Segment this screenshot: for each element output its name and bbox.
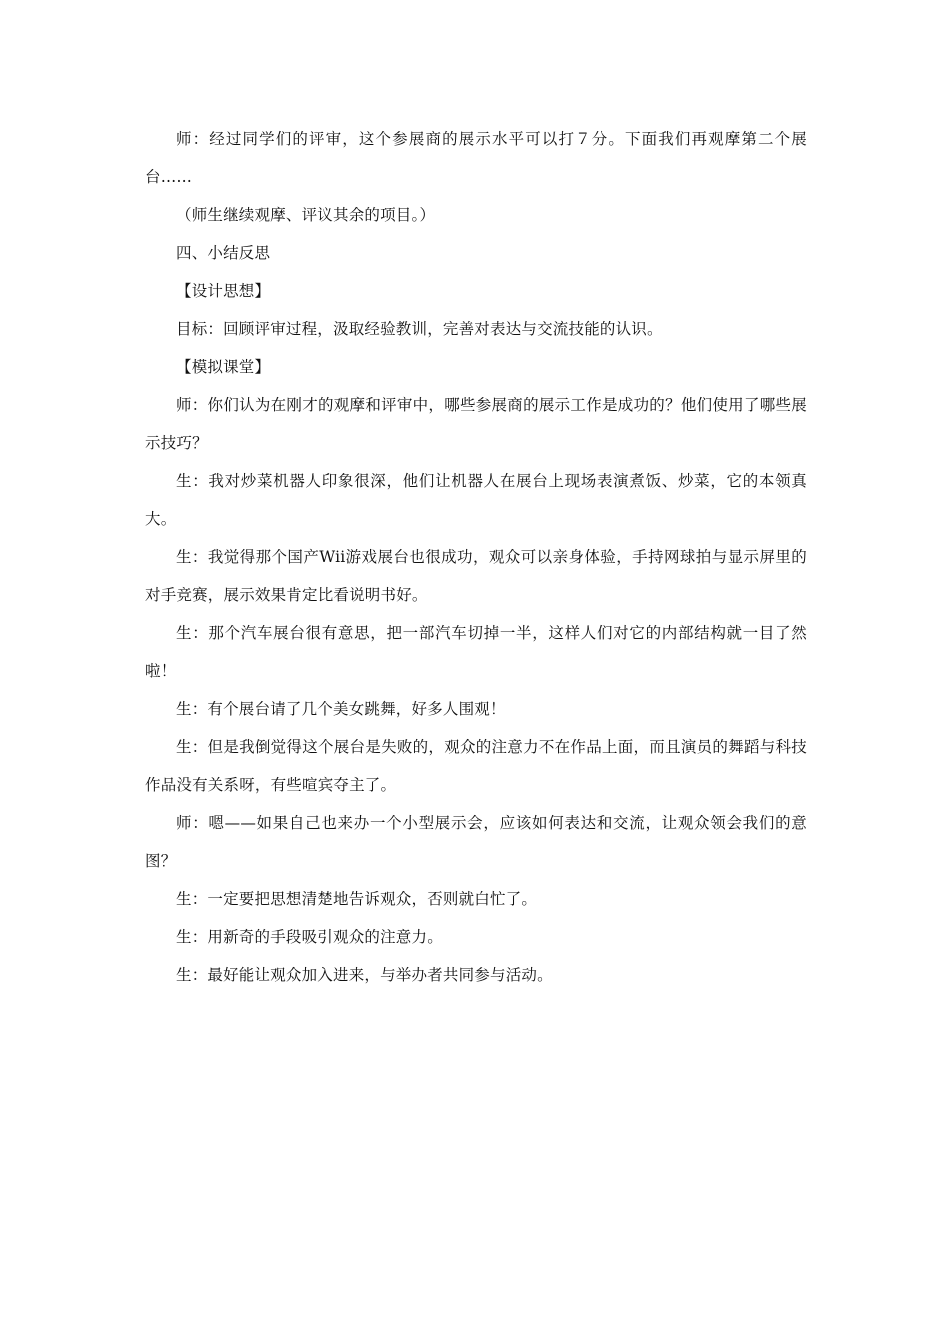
paragraph-teacher-score: 师：经过同学们的评审，这个参展商的展示水平可以打７分。下面我们再观摩第二个展台……: [145, 130, 807, 186]
paragraph-student-novelty: 生：用新奇的手段吸引观众的注意力。: [176, 928, 443, 946]
paragraph-goal: 目标：回顾评审过程，汲取经验教训，完善对表达与交流技能的认识。: [176, 320, 663, 338]
section-heading-summary: 四、小结反思: [176, 244, 271, 262]
paragraph-teacher-followup: 师：嗯——如果自己也来办一个小型展示会，应该如何表达和交流，让观众领会我们的意图？: [145, 814, 807, 870]
paragraph-student-critique: 生：但是我倒觉得这个展台是失败的，观众的注意力不在作品上面，而且演员的舞蹈与科技作品没有关系呀，有些喧宾夺主了。: [145, 738, 807, 794]
subheading-simulated-class: 【模拟课堂】: [176, 358, 271, 376]
paragraph-student-clarity: 生：一定要把思想清楚地告诉观众，否则就白忙了。: [176, 890, 538, 908]
document-body: [145, 120, 807, 994]
paragraph-student-dance: 生：有个展台请了几个美女跳舞，好多人围观！: [176, 700, 506, 718]
paragraph-student-car: 生：那个汽车展台很有意思，把一部汽车切掉一半，这样人们对它的内部结构就一目了然啦！: [145, 624, 807, 680]
paragraph-student-participation: 生：最好能让观众加入进来，与举办者共同参与活动。: [176, 966, 553, 984]
paragraph-student-game: 生：我觉得那个国产Wii游戏展台也很成功，观众可以亲身体验，手持网球拍与显示屏里的对手竞赛，展示效果肯定比看说明书好。: [145, 548, 807, 604]
paragraph-stage-note: （师生继续观摩、评议其余的项目。）: [176, 206, 436, 224]
subheading-design-idea: 【设计思想】: [176, 282, 271, 300]
paragraph-student-robot: 生：我对炒菜机器人印象很深，他们让机器人在展台上现场表演煮饭、炒菜，它的本领真大。: [145, 472, 807, 528]
paragraph-teacher-question: 师：你们认为在刚才的观摩和评审中，哪些参展商的展示工作是成功的？他们使用了哪些展示技巧？: [145, 396, 807, 452]
